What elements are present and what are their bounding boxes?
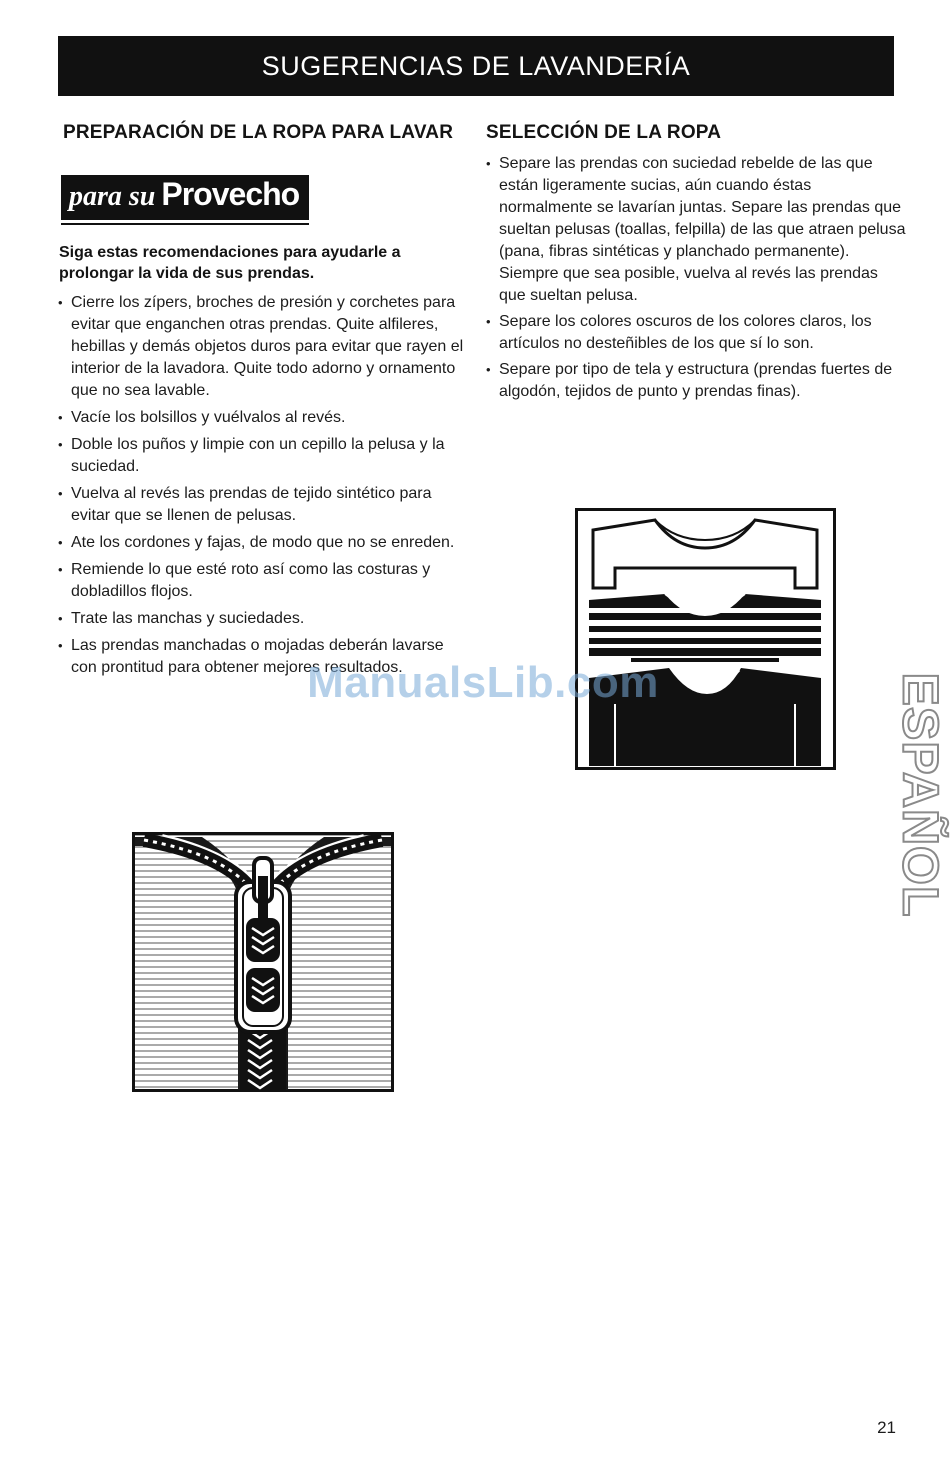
list-item: • Trate las manchas y suciedades. bbox=[58, 608, 468, 630]
watermark: ManualsLib.com bbox=[307, 658, 659, 707]
left-column bbox=[58, 120, 468, 684]
right-bullet-list bbox=[486, 153, 906, 403]
section-banner bbox=[58, 36, 894, 96]
list-item: • Cierre los zípers, broches de presión y corchetes para evitar que enganchen otras prendas. Quite alfileres, hebillas y demás objetos duros para evitar que rayen el interior de la lavadora. Quite todo adorno y ornamento que no sea lavable. bbox=[58, 292, 468, 402]
badge-script-text: para su bbox=[69, 181, 156, 212]
left-heading: PREPARACIÓN DE LA ROPA PARA LAVAR bbox=[63, 122, 454, 143]
list-item: • Las prendas manchadas o mojadas deberán lavarse con prontitud para obtener mejores resultados. bbox=[58, 635, 468, 679]
list-item: • Vuelva al revés las prendas de tejido sintético para evitar que se llenen de pelusas. bbox=[58, 483, 468, 527]
left-bullet-list bbox=[58, 292, 468, 679]
right-heading: SELECCIÓN DE LA ROPA bbox=[486, 122, 722, 143]
list-item: • Doble los puños y limpie con un cepillo la pelusa y la suciedad. bbox=[58, 434, 468, 478]
list-item: • Remiende lo que esté roto así como las costuras y dobladillos flojos. bbox=[58, 559, 468, 603]
list-item: • Separe por tipo de tela y estructura (prendas fuertes de algodón, tejidos de punto y prendas finas). bbox=[486, 359, 906, 403]
sorted-clothes-illustration bbox=[575, 508, 836, 770]
banner-title: SUGERENCIAS DE LAVANDERÍA bbox=[261, 50, 691, 81]
language-side-tab bbox=[890, 640, 950, 950]
side-tab-label: ESPAÑOL bbox=[892, 672, 948, 918]
intro-text: Siga estas recomendaciones para ayudarle a prolongar la vida de sus prendas. bbox=[59, 244, 401, 282]
para-su-provecho-badge bbox=[61, 175, 309, 220]
list-item: • Vacíe los bolsillos y vuélvalos al revés. bbox=[58, 407, 468, 429]
right-column bbox=[486, 120, 906, 407]
zipper-illustration bbox=[132, 832, 394, 1092]
list-item: • Ate los cordones y fajas, de modo que no se enreden. bbox=[58, 532, 468, 554]
page-number: 21 bbox=[877, 1418, 896, 1437]
list-item: • Separe las prendas con suciedad rebelde de las que están ligeramente sucias, aún cuando éstas normalmente se lavarían juntas. Separe las prendas que sueltan pelusas (toallas, felpilla) de las que atraen pelusa (pana, fibras sintéticas y planchado permanente). Siempre que sea posible, vuelva al revés las prendas que sueltan pelusa. bbox=[486, 153, 906, 307]
list-item: • Separe los colores oscuros de los colores claros, los artículos no desteñibles de los que sí lo son. bbox=[486, 311, 906, 355]
badge-bold-text: Provecho bbox=[161, 176, 300, 212]
